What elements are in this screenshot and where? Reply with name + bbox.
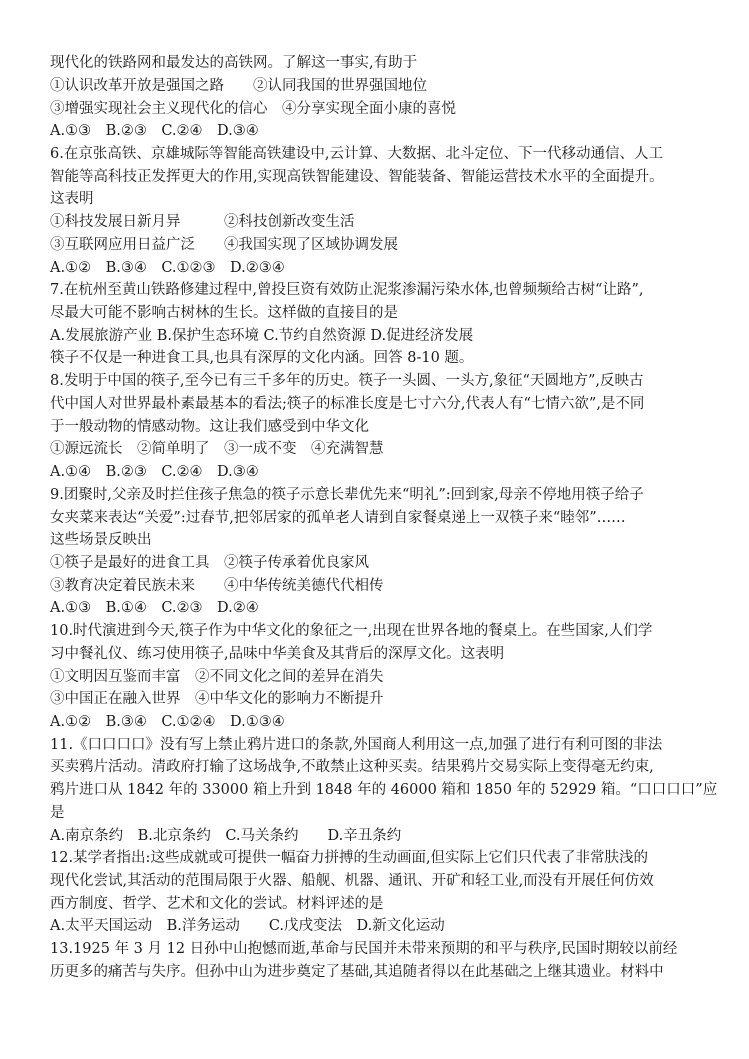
text-line: ①科技发展日新月异 ②科技创新改变生活 (50, 214, 355, 230)
text-line: 12.某学者指出:这些成就或可提供一幅奋力拼搏的生动画面,但实际上它们只代表了非常肤浅的 (50, 850, 649, 866)
text-line: ③增强实现社会主义现代化的信心 ④分享实现全面小康的喜悦 (50, 101, 456, 117)
text-line: 6.在京张高铁、京雄城际等智能高铁建设中,云计算、大数据、北斗定位、下一代移动通信、人工 (50, 146, 663, 162)
text-line: ①文明因互鉴而丰富 ②不同文化之间的差异在消失 (50, 669, 384, 685)
text-line: ①源远流长 ②简单明了 ③一成不变 ④充满智慧 (50, 441, 384, 457)
text-line: 习中餐礼仪、练习使用筷子,品味中华美食及其背后的深厚文化。这表明 (50, 646, 505, 662)
text-line: A.①② B.③④ C.①②③ D.②③④ (50, 260, 285, 276)
text-line: 10.时代演进到今天,筷子作为中华文化的象征之一,出现在世界各地的餐桌上。在些国家,人们学 (50, 623, 653, 639)
text-line: ③中国正在融入世界 ④中华文化的影响力不断提升 (50, 691, 384, 707)
text-line: 13.1925 年 3 月 12 日孙中山抱憾而逝,革命与民国并未带来预期的和平与秩序,民国时期较以前经 (50, 941, 678, 957)
text-line: 女夹菜来表达“关爱”:过春节,把邻居家的孤单老人请到自家餐桌递上一双筷子来“睦邻”…… (50, 510, 626, 526)
text-line: 代中国人对世界最朴素最基本的看法;筷子的标准长度是七寸六分,代表人有“七情六欲”,是不同 (50, 396, 645, 412)
text-line: A.太平天国运动 B.洋务运动 C.戊戌变法 D.新文化运动 (50, 918, 445, 934)
text-line: 9.团聚时,父亲及时拦住孩子焦急的筷子示意长辈优先来“明礼”:回到家,母亲不停地用筷子给子 (50, 487, 644, 503)
text-line: A.发展旅游产业 B.保护生态环境 C.节约自然资源 D.促进经济发展 (50, 328, 474, 344)
text-line: A.南京条约 B.北京条约 C.马关条约 D.辛丑条约 (50, 828, 402, 844)
text-line: 历更多的痛苦与失序。但孙中山为进步奠定了基础,其追随者得以在此基础之上继其遗业。材料中 (50, 964, 664, 980)
text-line: 这些场景反映出 (50, 532, 152, 548)
text-line: A.①③ B.①④ C.②③ D.②④ (50, 600, 259, 616)
text-line: 筷子不仅是一种进食工具,也具有深厚的文化内涵。回答 8-10 题。 (50, 350, 474, 366)
text-line: 是 (50, 805, 65, 821)
text-line: 11.《口口口口》没有写上禁止鸦片进口的条款,外国商人利用这一点,加强了进行有利可图的非法 (50, 737, 663, 753)
text-line: ③教育决定着民族未来 ④中华传统美德代代相传 (50, 578, 384, 594)
text-line: 现代化的铁路网和最发达的高铁网。了解这一事实,有助于 (50, 55, 418, 71)
text-line: 尽最大可能不影响古树林的生长。这样做的直接目的是 (50, 305, 398, 321)
text-line: A.①② B.③④ C.①②④ D.①③④ (50, 714, 285, 730)
text-line: ③互联网应用日益广泛 ④我国实现了区域协调发展 (50, 237, 398, 253)
text-line: ①认识改革开放是强国之路 ②认同我国的世界强国地位 (50, 78, 427, 94)
text-line: A.①③ B.②③ C.②④ D.③④ (50, 123, 259, 139)
text-line: 鸦片进口从 1842 年的 33000 箱上升到 1848 年的 46000 箱和 1850 年的 52929 箱。“口口口口”应 (50, 782, 718, 798)
text-line: A.①④ B.②③ C.②④ D.③④ (50, 464, 259, 480)
text-line: ①筷子是最好的进食工具 ②筷子传承着优良家风 (50, 555, 369, 571)
text-line: 这表明 (50, 191, 94, 207)
text-line: 西方制度、哲学、艺术和文化的尝试。材料评述的是 (50, 896, 384, 912)
text-line: 现代化尝试,其活动的范围局限于火器、船舰、机器、通讯、开矿和轻工业,而没有开展任何仿效 (50, 873, 654, 889)
text-line: 7.在杭州至黄山铁路修建过程中,曾投巨资有效防止泥浆渗漏污染水体,也曾频频给古树“让路”, (50, 282, 644, 298)
text-line: 买卖鸦片活动。清政府打输了这场战争,不敢禁止这种买卖。结果鸦片交易实际上变得毫无约束, (50, 759, 654, 775)
text-line: 8.发明于中国的筷子,至今已有三千多年的历史。筷子一头圆、一头方,象征“天圆地方”,反映古 (50, 373, 644, 389)
text-line: 于一般动物的情感动物。这让我们感受到中华文化 (50, 419, 369, 435)
text-line: 智能等高科技正发挥更大的作用,实现高铁智能建设、智能装备、智能运营技术水平的全面提升。 (50, 169, 664, 185)
